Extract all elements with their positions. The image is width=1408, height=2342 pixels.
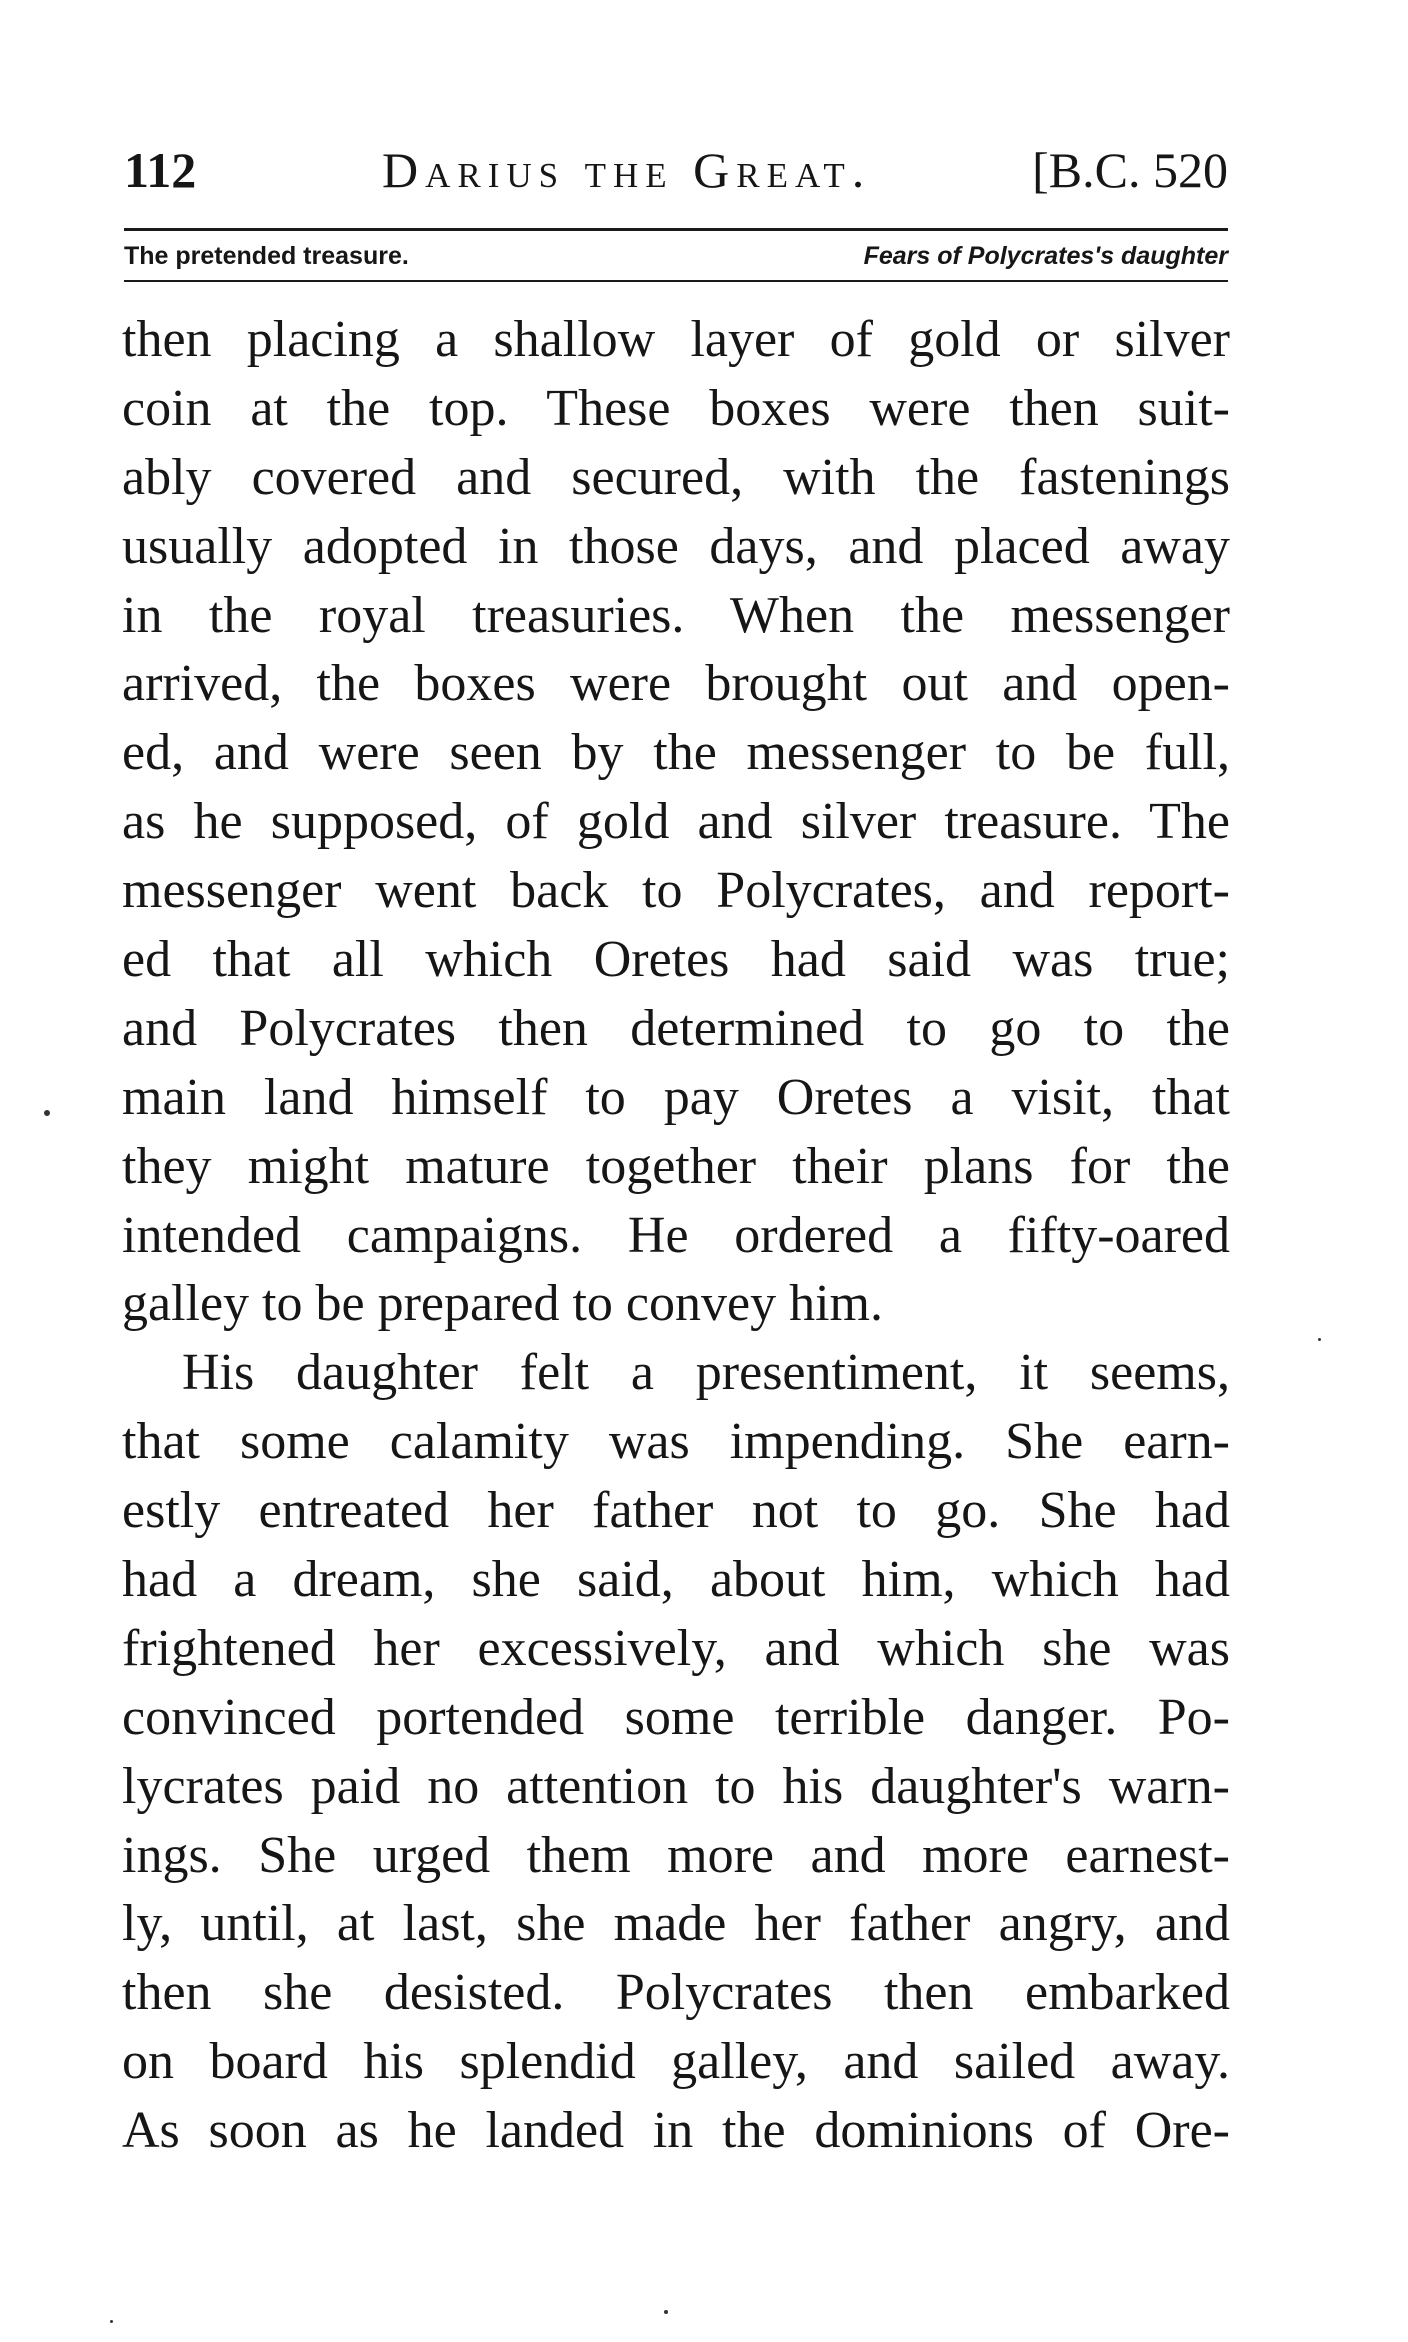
subhead-left: The pretended treasure.: [124, 242, 409, 270]
text-line: on board his splendid galley, and sailed away.: [122, 2033, 1230, 2091]
text-line: ly, until, at last, she made her father angry, and: [122, 1895, 1230, 1953]
text-line: then she desisted. Polycrates then embarked: [122, 1964, 1230, 2022]
text-line: then placing a shallow layer of gold or silver: [122, 311, 1230, 368]
text-line: His daughter felt a presentiment, it seems,: [182, 1344, 1230, 1402]
date-marker: [B.C. 520: [1032, 142, 1228, 198]
text-line: lycrates paid no attention to his daughter's warn-: [122, 1757, 1230, 1815]
paragraph: [122, 1339, 1230, 2166]
text-line: and Polycrates then determined to go to the: [122, 999, 1230, 1057]
subhead-right: Fears of Polycrates's daughter: [863, 242, 1228, 270]
page-number: 112: [124, 142, 197, 198]
text-line: in the royal treasuries. When the messenger: [122, 586, 1230, 644]
text-line: As soon as he landed in the dominions of Ore-: [122, 2102, 1230, 2160]
running-title: Darius the Great.: [382, 142, 872, 198]
text-line: ed that all which Oretes had said was true;: [122, 931, 1230, 989]
running-header: [124, 140, 1228, 212]
text-line: ably covered and secured, with the fastenings: [122, 448, 1230, 506]
text-line: ings. She urged them more and more earnest-: [122, 1826, 1230, 1884]
text-line: coin at the top. These boxes were then suit-: [122, 379, 1230, 437]
ink-speck: [44, 1110, 50, 1116]
text-line: estly entreated her father not to go. She had: [122, 1482, 1230, 1540]
text-line: that some calamity was impending. She earn-: [122, 1413, 1230, 1471]
text-line: ed, and were seen by the messenger to be full,: [122, 724, 1230, 782]
text-line: intended campaigns. He ordered a fifty-oared: [122, 1206, 1230, 1264]
ink-speck: [664, 2310, 668, 2314]
marginal-subheads: [124, 240, 1228, 274]
body-text: [122, 306, 1230, 2166]
text-line: they might mature together their plans for the: [122, 1137, 1230, 1195]
text-line: messenger went back to Polycrates, and report-: [122, 862, 1230, 920]
text-line: main land himself to pay Oretes a visit, that: [122, 1068, 1230, 1126]
ink-speck: [110, 2320, 113, 2323]
text-line: galley to be prepared to convey him.: [122, 1275, 883, 1333]
paragraph: [122, 306, 1230, 1339]
text-line: as he supposed, of gold and silver treasure. The: [122, 793, 1230, 851]
text-line: frightened her excessively, and which she was: [122, 1619, 1230, 1677]
header-rule: [124, 228, 1228, 231]
subhead-rule: [124, 280, 1228, 282]
text-line: had a dream, she said, about him, which had: [122, 1551, 1230, 1609]
ink-speck: [1318, 1338, 1321, 1341]
text-line: arrived, the boxes were brought out and open-: [122, 655, 1230, 713]
text-line: usually adopted in those days, and placed away: [122, 517, 1230, 575]
text-line: convinced portended some terrible danger. Po-: [122, 1688, 1230, 1746]
